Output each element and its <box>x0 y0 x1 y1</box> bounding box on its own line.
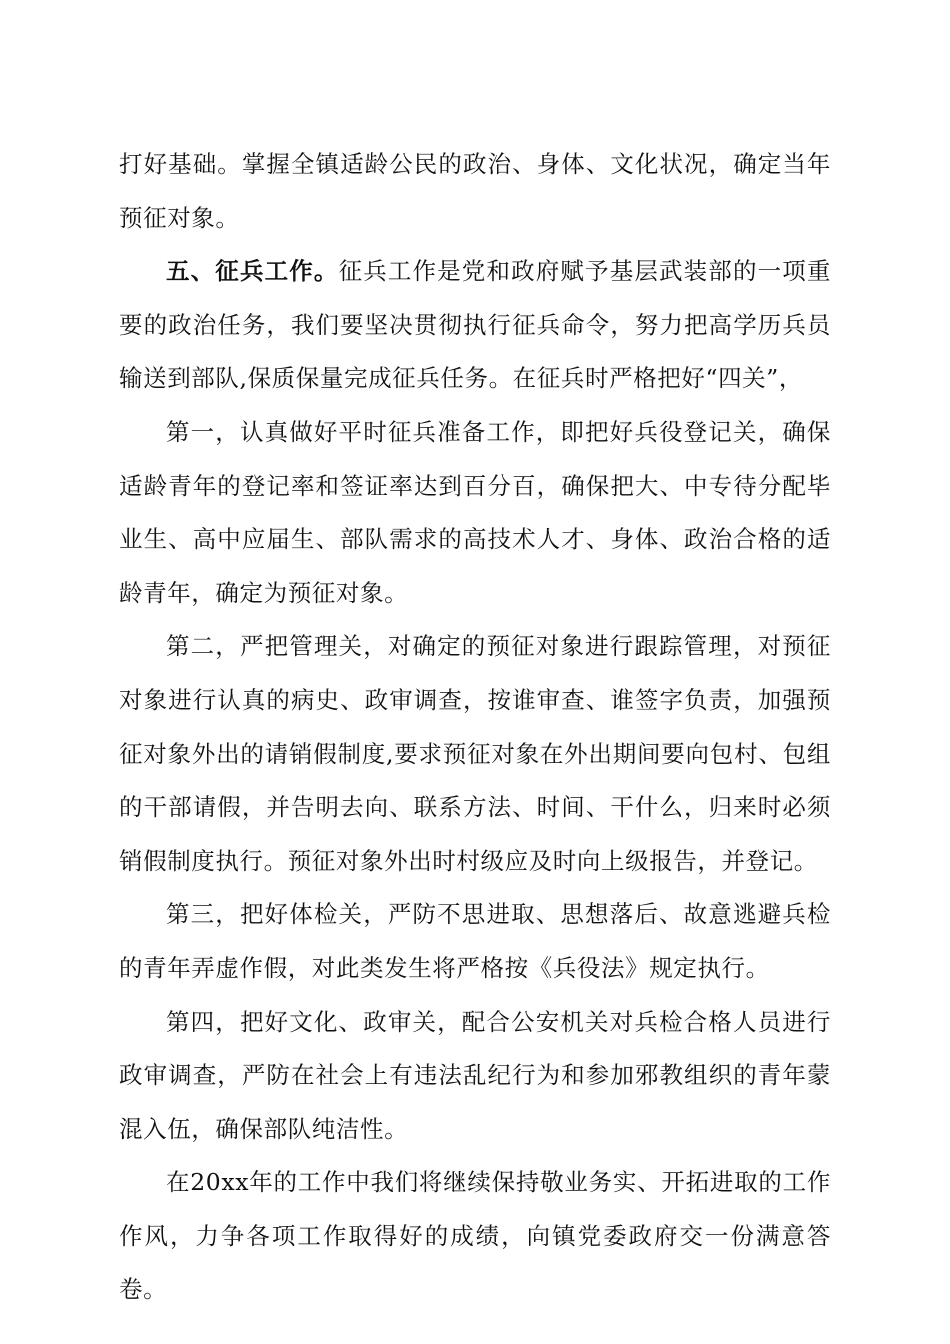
paragraph-fourth-gate <box>119 996 831 1157</box>
document-body <box>119 138 831 1317</box>
paragraph-section-five <box>119 245 831 406</box>
paragraph-continuation <box>119 138 831 245</box>
paragraph-text: 第四，把好文化、政审关，配合公安机关对兵检合格人员进行政审调查，严防在社会上有违法乱纪行为和参加邪教组织的青年蒙混入伍，确保部队纯洁性。 <box>119 1007 831 1143</box>
paragraph-third-gate <box>119 888 831 995</box>
paragraph-first-gate <box>119 406 831 620</box>
paragraph-text: 第二，严把管理关，对确定的预征对象进行跟踪管理，对预征对象进行认真的病史、政审调查，按谁审查、谁签字负责，加强预征对象外出的请销假制度,要求预征对象在外出期间要向包村、包组的干部请假，并告明去向、联系方法、时间、干什么，归来时必须销假制度执行。预征对象外出时村级应及时向上级报告，并登记。 <box>119 632 832 875</box>
paragraph-text: 征兵工作是党和政府赋予基层武装部的一项重要的政治任务，我们要坚决贯彻执行征兵命令，努力把高学历兵员输送到部队,保质保量完成征兵任务。在征兵时严格把好“四关”， <box>119 257 832 393</box>
paragraph-text: 第三，把好体检关，严防不思进取、思想落后、故意逃避兵检的青年弄虚作假，对此类发生将严格按《兵役法》规定执行。 <box>119 900 831 982</box>
paragraph-text: 在20xx年的工作中我们将继续保持敬业务实、开拓进取的工作作风，力争各项工作取得好的成绩，向镇党委政府交一份满意答卷。 <box>119 1168 831 1304</box>
paragraph-closing <box>119 1156 831 1317</box>
paragraph-text: 第一，认真做好平时征兵准备工作，即把好兵役登记关，确保适龄青年的登记率和签证率达到百分百，确保把大、中专待分配毕业生、高中应届生、部队需求的高技术人才、身体、政治合格的适龄青年，确定为预征对象。 <box>119 417 831 607</box>
section-heading: 五、征兵工作。 <box>166 257 339 286</box>
paragraph-text: 打好基础。掌握全镇适龄公民的政治、身体、文化状况，确定当年预征对象。 <box>119 150 831 232</box>
paragraph-second-gate <box>119 620 831 888</box>
